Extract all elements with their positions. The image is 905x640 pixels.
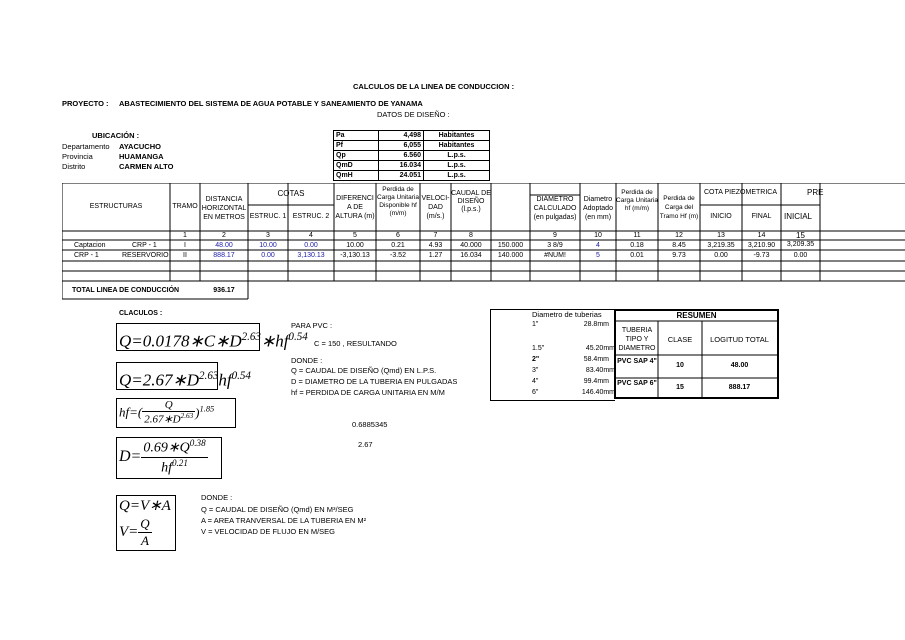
donde-label-2: DONDE : [201,493,233,502]
c-value-text: C = 150 , RESULTANDO [314,339,397,348]
design-data-table: Pa 4,498 Habitantes Pf 6,055 Habitantes Qp 6.560 L.p.s. QmD 16.034 L.p.s. QmH 24.051 L.p.s. [333,130,490,181]
sheet-title: CALCULOS DE LA LINEA DE CONDUCCION : [353,82,515,91]
cell-cota-inicio: 0.00 [714,252,728,259]
computed-value-1: 0.6885345 [352,420,388,429]
cell-diametro-calculado: 3 8/9 [547,242,563,249]
header-diferencia: DIFERENCI A DE ALTURA (m) [335,195,375,220]
cell-estructura-1: Captacion [74,242,106,249]
diameter-mm: 58.4mm [583,356,609,363]
summary-tipo: PVC SAP 6" [617,380,657,387]
cell-hf: 0.21 [391,242,405,249]
cell-cota-final: -9.73 [753,252,770,259]
summary-longitud: 888.17 [728,384,751,391]
col-number: 12 [675,232,683,239]
definition-hf: hf = PERDIDA DE CARGA UNITARIA EN M/M [291,388,445,397]
cell-cota-inicio: 3,219.35 [707,242,735,249]
header-diametro-adoptado: Diametro Adoptado (en mm) [583,196,613,221]
location-value: AYACUCHO [119,142,161,151]
diameter-mm: 45.20mm [585,345,615,352]
cell-tramo: I [184,242,186,249]
definition-q: Q = CAUDAL DE DISEÑO (Qmd) EN L.P.S. [291,366,437,375]
header-cotas: COTAS [277,189,305,198]
cell-velocidad: 1.27 [428,252,443,259]
summary-col-longitud: LOGITUD TOTAL [710,335,769,344]
cell-extra: 150.000 [497,242,524,249]
diameter-inch: 1" [532,321,539,328]
formula-continuity: Q=V∗A V= $\frac{Q}{A}$ [116,495,176,551]
cell-caudal: 40.000 [460,242,482,249]
cell-estructura-1: CRP - 1 [74,252,99,259]
summary-table [614,309,779,399]
header-velocidad: VELOCI-DAD (m/s.) [421,195,450,220]
header-estructuras: ESTRUCTURAS [89,203,143,210]
header-perdida-unitaria: Perdida de Carga Unitaria hf (m/m) [616,189,658,212]
diameters-title: Diametro de tuberias [532,310,602,319]
col-number: 10 [594,232,602,239]
diameter-mm: 99.4mm [583,378,609,385]
project-label: PROYECTO : [62,99,109,108]
cell-estructura-2: CRP - 1 [132,242,157,249]
formula-diameter: D= $\frac{0.69∗Q^{0.38}}{hf^{0.21}}$ [116,437,222,479]
summary-col-tuberia: TUBERIA TIPO Y DIAMETRO [618,327,656,352]
header-distancia: DISTANCIA HORIZONTAL EN METROS [201,196,247,221]
cell-tramo: II [183,252,187,259]
location-label: Distrito [62,162,86,171]
diameter-mm: 83.40mm [585,367,615,374]
cell-cota-2: 3,130.13 [297,252,325,259]
header-pre: PRE [807,188,824,197]
diameter-inch: 2" [532,356,540,363]
total-value: 936.17 [213,287,235,294]
diameter-inch: 4" [532,378,539,385]
cell-diametro-calculado: #NUM! [544,252,566,259]
design-data-title: DATOS DE DISEÑO : [377,110,450,119]
location-heading: UBICACIÓN : [92,131,140,140]
calculations-heading: CLACULOS : [119,310,163,317]
total-label: TOTAL LINEA DE CONDUCCIÓN [72,287,180,294]
formula-hazen-williams: $Q=0.0178∗C∗D^{2.63}∗hf^{0.54}$ [116,323,260,351]
header-estruc2: ESTRUC. 2 [292,213,330,220]
header-estruc1: ESTRUC. 1 [249,213,287,220]
cell-estructura-2: RESERVORIO [122,252,169,259]
header-cota-piezometrica: COTA PIEZOMETRICA [704,189,777,196]
cell-perdida-unitaria: 0.01 [630,252,644,259]
location-value: HUAMANGA [119,152,164,161]
cell-cota-final: 3,210.90 [747,242,776,249]
col-number: 3 [266,232,270,239]
cell-caudal: 16.034 [460,252,482,259]
diameter-inch: 6" [532,389,539,396]
cell-presion: 0.00 [793,252,808,259]
cell-extra: 140.000 [497,252,524,259]
cell-cota-2: 0.00 [304,242,318,249]
definition-d: D = DIAMETRO DE LA TUBERIA EN PULGADAS [291,377,458,386]
col-number: 14 [757,232,766,239]
project-name: ABASTECIMIENTO DEL SISTEMA DE AGUA POTABLE Y SANEAMIENTO DE YANAMA [119,99,423,108]
conduction-table [62,183,905,300]
diameter-mm: 146.40mm [581,389,615,396]
cell-perdida-unitaria: 0.18 [630,242,644,249]
definition2-q: Q = CAUDAL DE DISEÑO (Qmd) EN M³/SEG [201,505,354,514]
cell-diferencia: -3,130.13 [340,252,370,259]
col-number: 1 [183,232,187,239]
location-label: Provincia [62,152,93,161]
cell-distancia: 48.00 [215,242,233,249]
col-number: 11 [633,232,641,239]
summary-longitud: 48.00 [730,362,749,369]
diameter-inch: 1.5" [532,345,545,352]
cell-diametro-adoptado: 4 [596,242,600,249]
header-diametro-calculado: DIAMETRO CALCULADO (en pulgadas) [533,196,577,221]
summary-clase: 15 [676,384,684,391]
summary-tipo: PVC SAP 4" [617,358,657,365]
header-inicio: INICIO [710,213,732,220]
definition2-v: V = VELOCIDAD DE FLUJO EN M/SEG [201,527,335,536]
cell-velocidad: 4.93 [428,242,443,249]
computed-value-2: 2.67 [358,440,373,449]
col-number: 13 [717,232,725,239]
cell-perdida-tramo: 8.45 [672,242,686,249]
header-perdida-carga: Perdida de Carga Unitaria Disponible hf (m/m) [377,186,419,217]
summary-title: RESUMEN [676,311,717,320]
location-value: CARMEN ALTO [119,162,174,171]
diameters-table [490,309,615,401]
col-number: 4 [309,232,313,239]
donde-label: DONDE : [291,356,323,365]
col-number: 7 [433,232,438,239]
cell-hf: -3.52 [390,252,406,259]
col-number: 5 [353,232,357,239]
header-final: FINAL [751,213,772,220]
summary-col-clase: CLASE [667,335,693,344]
para-pvc-label: PARA PVC : [291,321,333,330]
cell-cota-1: 0.00 [261,252,275,259]
col-number: 15 [796,231,805,240]
col-number: 6 [396,232,400,239]
diameter-inch: 3" [532,367,539,374]
cell-diametro-adoptado: 5 [596,252,600,259]
diameter-mm: 28.8mm [583,321,609,328]
formula-hf: hf=( $\frac{Q}{2.67∗D^{2.63}}$ )$^{1.85}$ [116,398,236,428]
header-tramo: TRAMO [172,203,198,210]
header-perdida-tramo: Perdida de Carga del Tramo Hf (m) [659,195,699,220]
cell-cota-1: 10.00 [259,242,277,249]
col-number: 2 [222,232,226,239]
cell-diferencia: 10.00 [346,242,364,249]
cell-distancia: 888.17 [213,252,235,259]
header-caudal: CAUDAL DE DISEÑO (l.p.s.) [451,190,491,213]
formula-pvc-flow: $Q=2.67∗D^{2.63}hf^{0.54}$ [116,362,218,390]
cell-presion: 3,209.35 [786,241,815,248]
col-number: 9 [553,232,557,239]
definition2-a: A = AREA TRANVERSAL DE LA TUBERIA EN M² [201,516,367,525]
cell-perdida-tramo: 9.73 [672,252,686,259]
col-number: 8 [469,232,473,239]
location-label: Departamento [62,142,110,151]
summary-clase: 10 [676,362,684,369]
header-inicial: INICIAL [784,212,813,221]
